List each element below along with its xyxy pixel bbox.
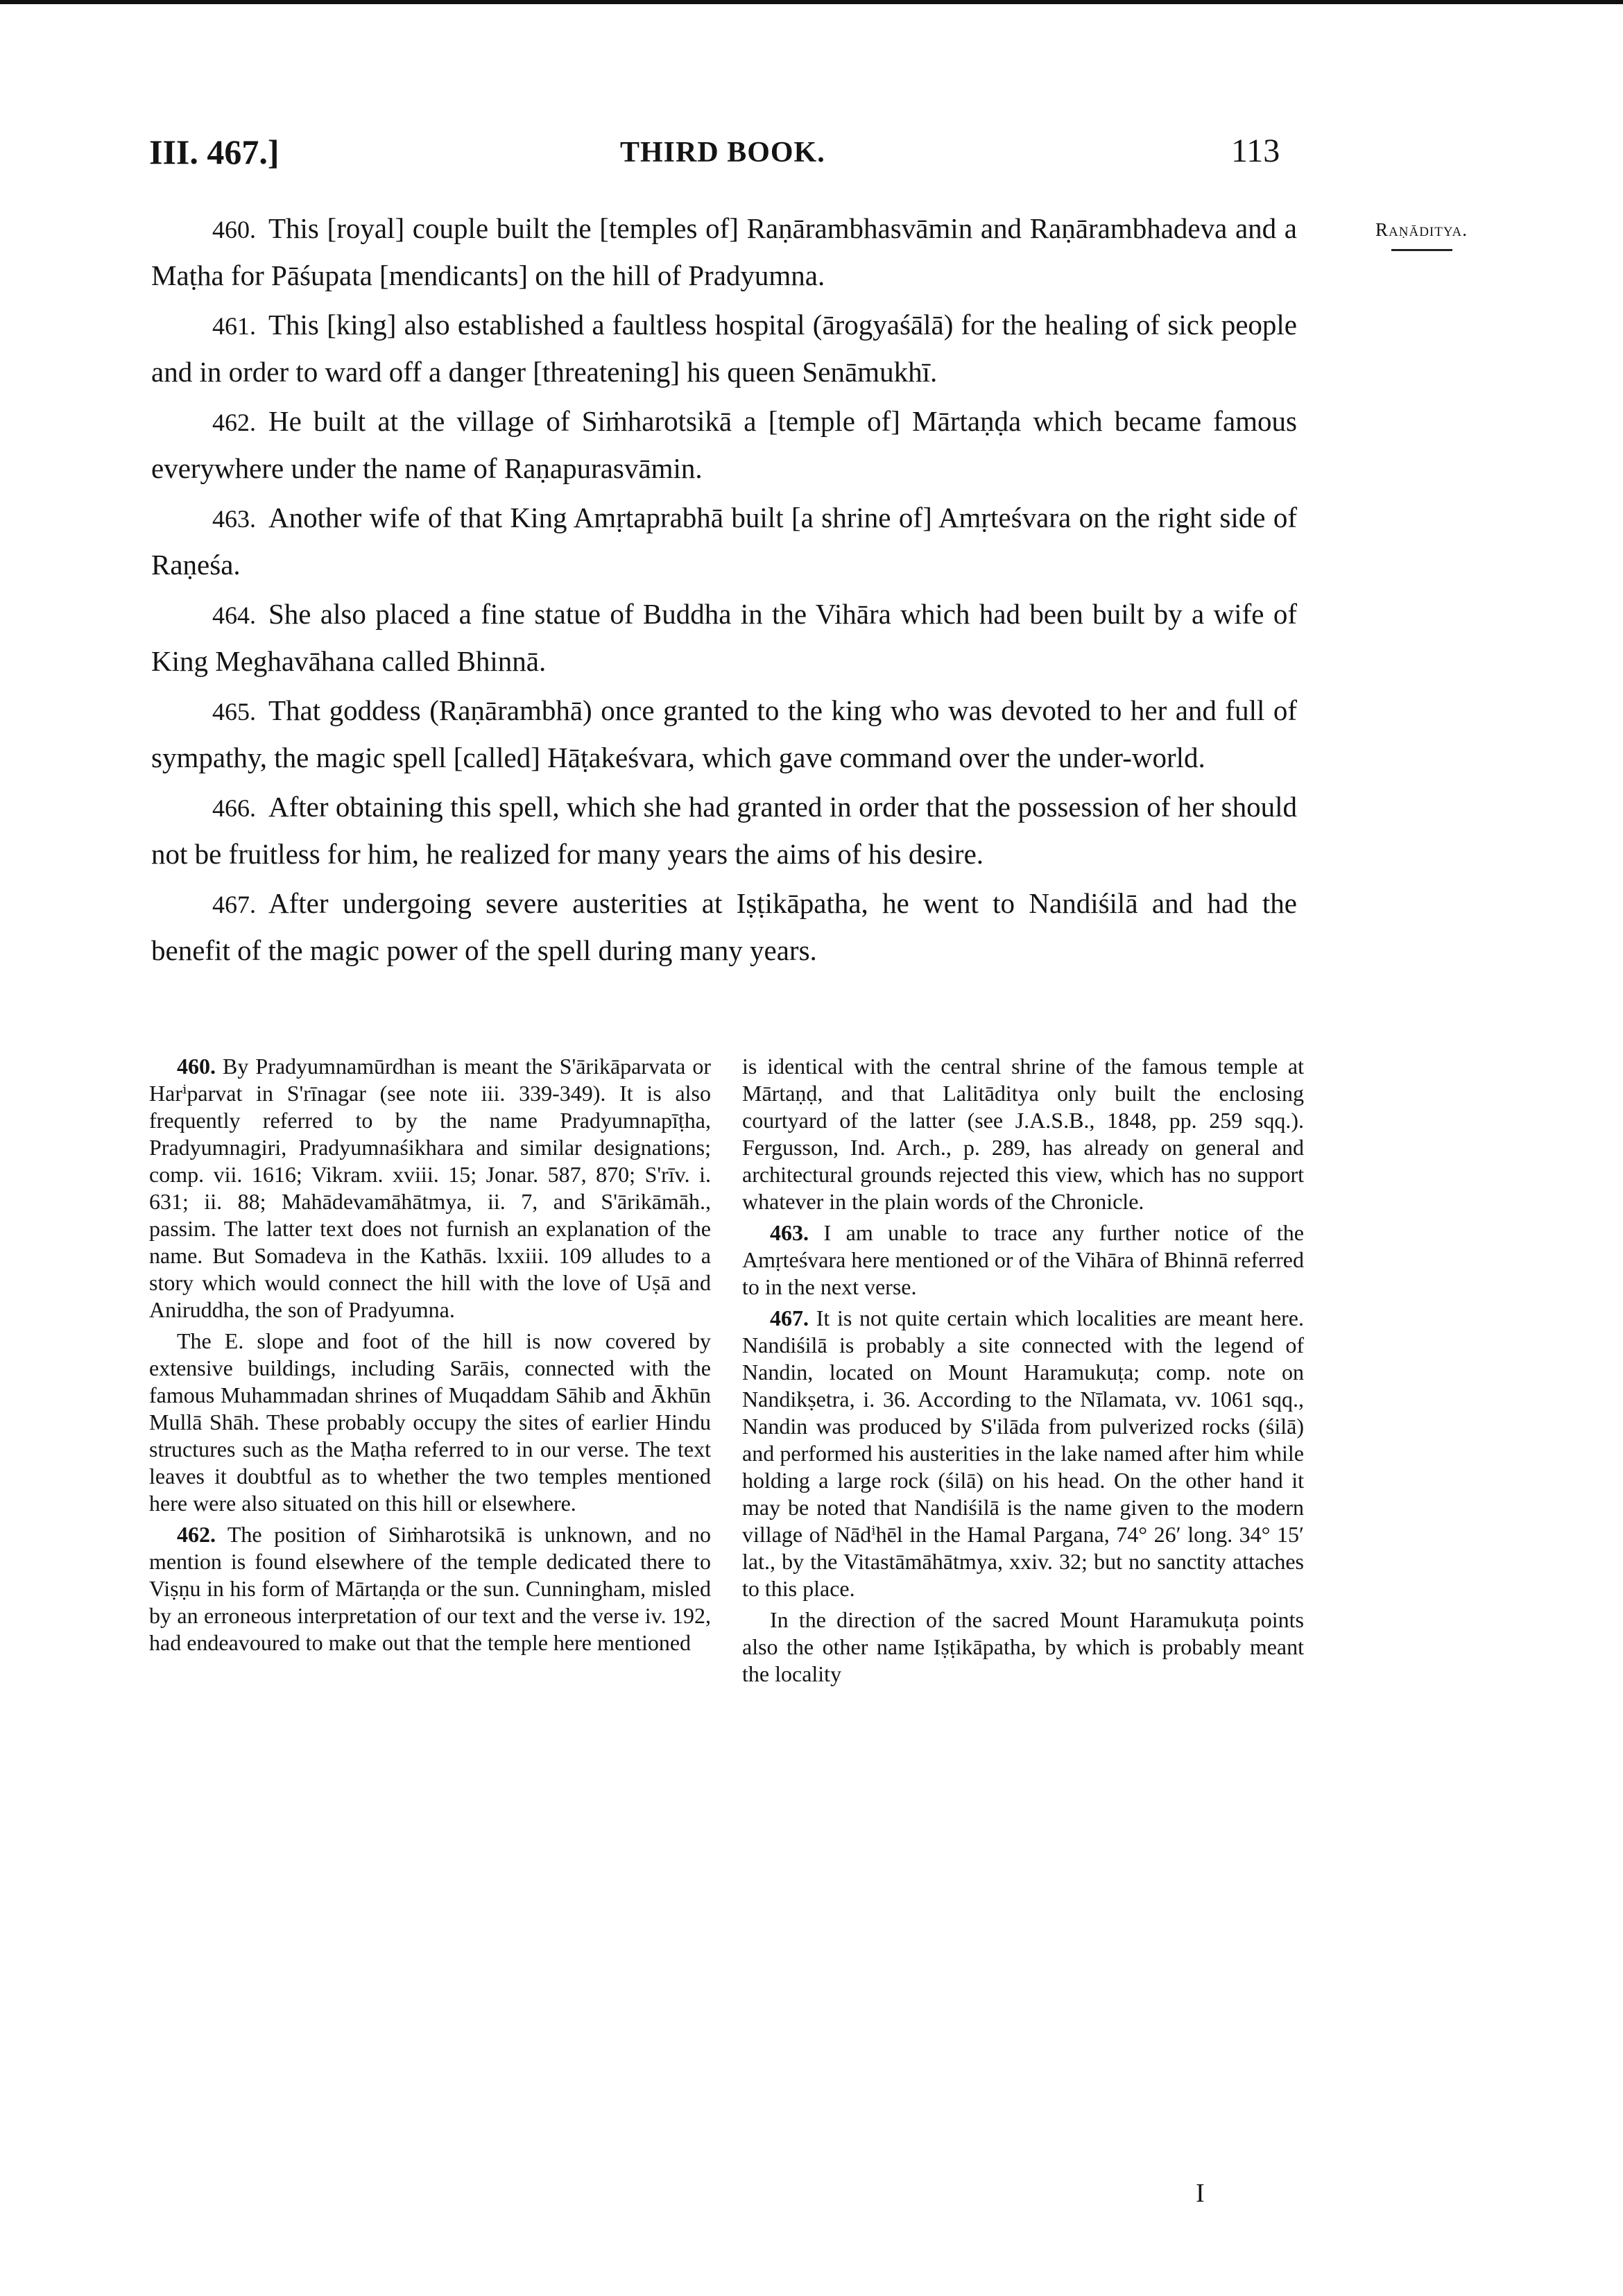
verse	[151, 302, 1297, 395]
verse-text: He built at the village of Siṁharotsikā a [temple of] Mārtaṇḍa which became famous everywhere under the name of Raṇapurasvāmin.	[151, 405, 1297, 484]
verse-number: 466.	[212, 794, 256, 822]
verse-number: 464.	[212, 601, 256, 629]
margin-note-rule	[1391, 249, 1452, 251]
verse	[151, 398, 1297, 491]
verse	[151, 591, 1297, 684]
footnote-text: It is not quite certain which localities are meant here. Nandiśilā is probably a site connected with the legend of Nandin, located on Mount Haramukuṭa; comp. note on Nandikṣetra, i. 36. According to the Nīlamata, vv. 1061 sqq., Nandin was produced by S'ilāda from pulverized rocks (śilā) and performed his austerities in the lake named after him while holding a large rock (śilā) on his head. On the other hand it may be noted that Nandiśilā is the name given to the modern village of Nādⁱhēl in the Hamal Pargana, 74° 26′ long. 34° 15′ lat., by the Vitastāmāhātmya, xxiv. 32; but no sanctity attaches to this place.	[742, 1305, 1305, 1601]
verse-number: 460.	[212, 216, 256, 243]
verse-number: 465.	[212, 698, 256, 726]
verse	[151, 687, 1297, 780]
footnote-number: 460.	[177, 1054, 216, 1079]
footnote-text: The position of Siṁharotsikā is unknown, and no mention is found elsewhere of the temple dedicated there to Viṣṇu in his form of Mārtaṇḍa or the sun. Cunningham, misled by an erroneous interpretation of our text and the verse iv. 192, had endeavoured to make out that the temple here mentioned	[149, 1522, 712, 1655]
verse-text: Another wife of that King Amṛtaprabhā built [a shrine of] Amṛteśvara on the right side of Raṇeśa.	[151, 502, 1297, 581]
footnote-text: In the direction of the sacred Mount Haramukuṭa points also the other name Iṣṭikāpatha, by which is probably meant the locality	[742, 1607, 1304, 1686]
page-number: 113	[1231, 132, 1280, 169]
page-top-border	[0, 0, 1623, 4]
footnote-text: The E. slope and foot of the hill is now covered by extensive buildings, including Sarāis, connected with the famous Muhammadan shrines of Muqaddam Sāhib and Ākhūn Mullā Shāh. These probably occupy the sites of earlier Hindu structures such as the Maṭha referred to in our verse. The text leaves it doubtful as to whether the two temples mentioned here were also situated on this hill or elsewhere.	[149, 1328, 711, 1516]
section-reference: III. 467.]	[149, 132, 280, 171]
footnote	[149, 1053, 711, 1323]
footnote-text: is identical with the central shrine of the famous temple at Mārtaṇḍ, and that Lalitāditya only built the enclosing courtyard of the latter (see J.A.S.B., 1848, pp. 259 sqq.). Fergusson, Ind. Arch., p. 289, has already on general and architectural grounds rejected this view, which has no support whatever in the plain words of the Chronicle.	[742, 1054, 1304, 1214]
verse	[151, 880, 1297, 973]
verse-number: 461.	[212, 312, 256, 340]
footnotes-left-column	[149, 1053, 711, 1692]
verse-number: 467.	[212, 891, 256, 918]
signature-mark: I	[1196, 2179, 1205, 2208]
verse-text: After obtaining this spell, which she had granted in order that the possession of her should not be fruitless for him, he realized for many years the aims of his desire.	[151, 791, 1297, 870]
book-title: THIRD BOOK.	[620, 137, 825, 169]
verse-number: 463.	[212, 505, 256, 533]
verse-text: After undergoing severe austerities at Iṣṭikāpatha, he went to Nandiśilā and had the benefit of the magic power of the spell during many years.	[151, 887, 1297, 966]
verse-number: 462.	[212, 409, 256, 436]
footnote	[742, 1219, 1304, 1301]
verse-text: She also placed a fine statue of Buddha in the Vihāra which had been built by a wife of King Meghavāhana called Bhinnā.	[151, 598, 1297, 677]
footnote-continuation	[742, 1053, 1304, 1215]
footnote	[149, 1328, 711, 1517]
running-head	[0, 132, 1623, 180]
footnote-number: 463.	[770, 1220, 809, 1245]
footnote-text: I am unable to trace any further notice of the Amṛteśvara here mentioned or of the Vihāra of Bhinnā referred to in the next verse.	[742, 1220, 1305, 1299]
verse	[151, 495, 1297, 588]
verse-text: That goddess (Raṇārambhā) once granted to the king who was devoted to her and full of sympathy, the magic spell [called] Hāṭakeśvara, which gave command over the under-world.	[151, 694, 1297, 773]
footnote-number: 467.	[770, 1305, 809, 1330]
verse-text: This [king] also established a faultless hospital (ārogyaśālā) for the healing of sick people and in order to ward off a danger [threatening] his queen Senāmukhī.	[151, 309, 1297, 388]
verse-text: This [royal] couple built the [temples of] Raṇārambhasvāmin and Raṇārambhadeva and a Maṭha for Pāśupata [mendicants] on the hill of Pradyumna.	[151, 212, 1297, 291]
footnote-number: 462.	[177, 1522, 216, 1547]
margin-note	[1361, 219, 1482, 251]
footnote	[742, 1607, 1304, 1688]
verse	[151, 205, 1297, 298]
footnotes-right-column	[742, 1053, 1304, 1692]
footnotes	[149, 1053, 1304, 1692]
margin-note-text: Raṇāditya.	[1375, 219, 1468, 240]
footnote-text: By Pradyumnamūrdhan is meant the S'ārikāparvata or Harⁱparvat in S'rīnagar (see note iii. 339-349). It is also frequently referred to by the name Pradyumnapīṭha, Pradyumnagiri, Pradyumnaśikhara and similar designations; comp. vii. 1616; Vikram. xviii. 15; Jonar. 587, 870; S'rīv. i. 631; ii. 88; Mahādevamāhātmya, ii. 7, and S'ārikāmāh., passim. The latter text does not furnish an explanation of the name. But Somadeva in the Kathās. lxxiii. 109 alludes to a story which would connect the hill with the love of Uṣā and Aniruddha, the son of Pradyumna.	[149, 1054, 712, 1322]
verse	[151, 784, 1297, 877]
verse-text-block	[151, 205, 1297, 977]
footnote	[149, 1521, 711, 1656]
footnote	[742, 1305, 1304, 1602]
